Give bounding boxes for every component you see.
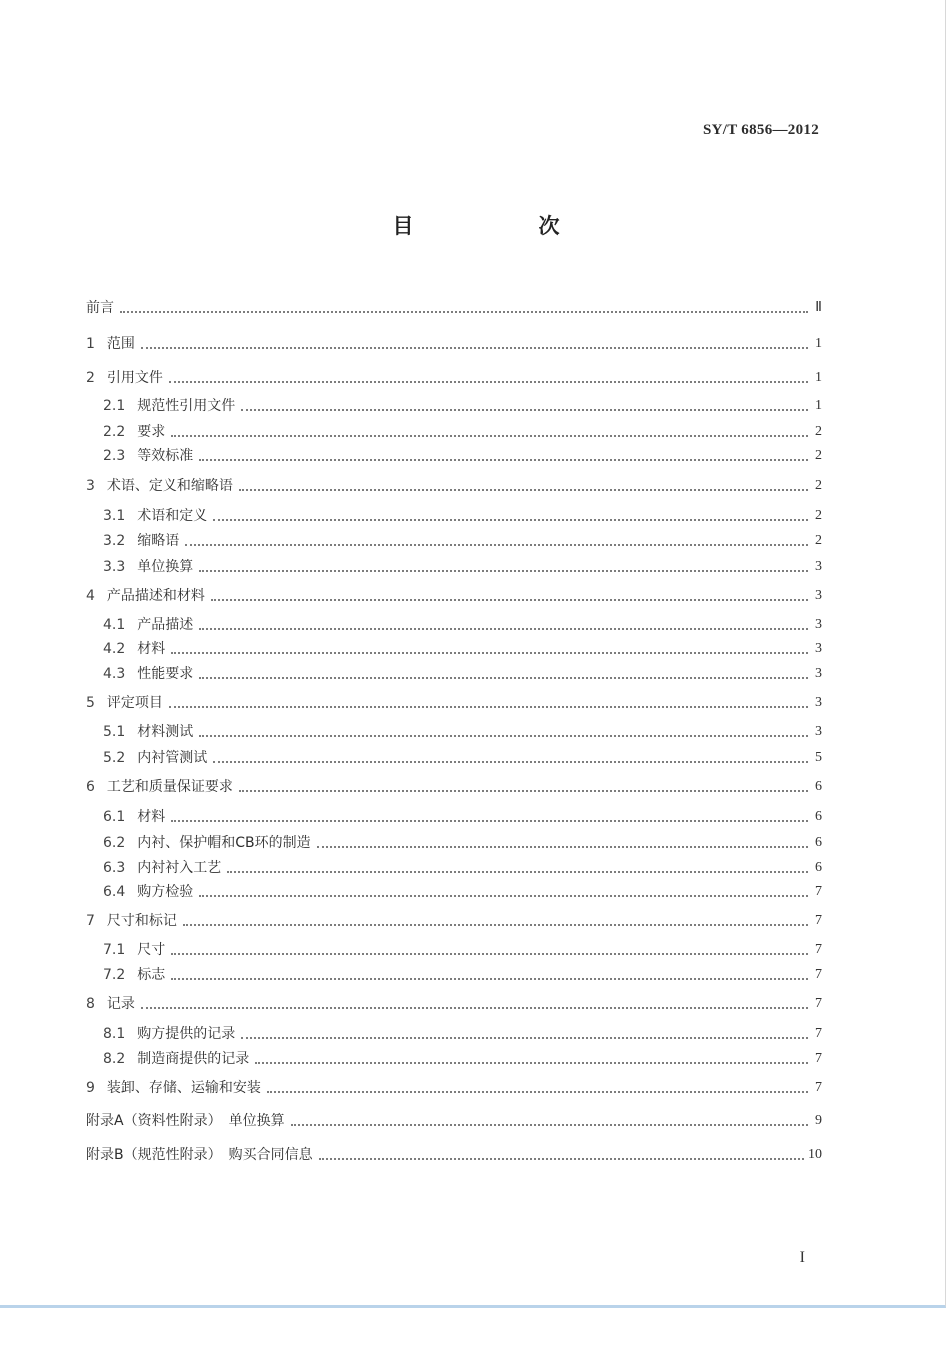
toc-entry-label: 制造商提供的记录 <box>137 1051 250 1067</box>
toc-entry-page: 3 <box>815 666 822 681</box>
toc-entry[interactable] <box>103 505 822 525</box>
toc-entry-label: 产品描述和材料 <box>106 588 205 604</box>
toc-entry-page: 6 <box>815 860 822 875</box>
toc-entry-page: 7 <box>815 884 822 899</box>
toc-entry-label: 产品描述 <box>137 617 194 633</box>
toc-entry-number: 6.1 <box>103 809 126 825</box>
toc-entry-label: 内衬管测试 <box>137 750 208 766</box>
toc-entry-page: 6 <box>815 779 822 794</box>
toc-entry-label: 内衬衬入工艺 <box>137 860 222 876</box>
toc-dot-leader <box>141 1007 808 1009</box>
toc-entry-page: 10 <box>808 1147 822 1162</box>
toc-entry-label: 材料 <box>137 641 166 657</box>
toc-entry[interactable] <box>86 475 822 495</box>
toc-dot-leader <box>199 735 808 737</box>
toc-entry-label: 尺寸 <box>137 942 166 958</box>
toc-entry-label: 尺寸和标记 <box>106 913 177 929</box>
toc-entry-number: 1 <box>86 336 95 352</box>
toc-entry[interactable] <box>103 638 822 658</box>
toc-entry[interactable] <box>103 395 822 415</box>
toc-entry-number: 6 <box>86 779 95 795</box>
toc-entry[interactable] <box>86 1144 822 1164</box>
toc-entry-number: 2.2 <box>103 424 126 440</box>
toc-dot-leader <box>291 1124 808 1126</box>
toc-entry[interactable] <box>103 663 822 683</box>
toc-entry-label: 等效标准 <box>137 448 194 464</box>
toc-entry-label: 购方检验 <box>137 884 194 900</box>
toc-entry-page: 7 <box>815 996 822 1011</box>
toc-dot-leader <box>255 1062 808 1064</box>
toc-entry-page: 3 <box>815 724 822 739</box>
toc-entry-number: 4 <box>86 588 95 604</box>
toc-entry-number: 7.2 <box>103 967 126 983</box>
toc-entry[interactable] <box>103 530 822 550</box>
toc-dot-leader <box>171 435 808 437</box>
toc-entry-label: 要求 <box>137 424 166 440</box>
toc-entry-label: 缩略语 <box>137 533 180 549</box>
toc-entry[interactable] <box>86 297 822 317</box>
toc-entry-label: 标志 <box>137 967 166 983</box>
toc-entry-number: 2.3 <box>103 448 126 464</box>
toc-dot-leader <box>199 570 808 572</box>
toc-entry-number: 5.1 <box>103 724 126 740</box>
toc-entry[interactable] <box>103 832 822 852</box>
toc-entry-number: 3.3 <box>103 559 126 575</box>
toc-entry[interactable] <box>86 333 822 353</box>
toc-entry-page: 3 <box>815 588 822 603</box>
toc-entry[interactable] <box>103 939 822 959</box>
toc-dot-leader <box>171 820 808 822</box>
toc-entry-page: 5 <box>815 750 822 765</box>
toc-entry-number: 4.2 <box>103 641 126 657</box>
toc-dot-leader <box>171 978 808 980</box>
toc-entry-page: 7 <box>815 967 822 982</box>
toc-dot-leader <box>317 846 808 848</box>
toc-entry-label: 评定项目 <box>106 695 163 711</box>
toc-entry-number: 4.3 <box>103 666 126 682</box>
toc-entry-page: 6 <box>815 835 822 850</box>
toc-entry[interactable] <box>103 1023 822 1043</box>
toc-entry-label: 内衬、保护帽和CB环的制造 <box>137 835 311 851</box>
toc-entry-number: 5.2 <box>103 750 126 766</box>
toc-entry-number: 8 <box>86 996 95 1012</box>
toc-dot-leader <box>141 347 808 349</box>
toc-entry-number: 4.1 <box>103 617 126 633</box>
toc-entry-number: 7 <box>86 913 95 929</box>
toc-entry-page: 7 <box>815 913 822 928</box>
toc-dot-leader <box>211 599 808 601</box>
toc-entry-page: 1 <box>815 370 822 385</box>
toc-dot-leader <box>199 895 808 897</box>
toc-dot-leader <box>239 489 808 491</box>
toc-dot-leader <box>199 677 808 679</box>
toc-entry-number: 8.1 <box>103 1026 126 1042</box>
toc-entry-page: 2 <box>815 533 822 548</box>
toc-dot-leader <box>171 953 808 955</box>
toc-entry-label: 附录A（资料性附录） 单位换算 <box>86 1113 285 1129</box>
toc-entry-page: 6 <box>815 809 822 824</box>
toc-dot-leader <box>241 409 808 411</box>
toc-dot-leader <box>171 652 808 654</box>
toc-entry-page: 3 <box>815 617 822 632</box>
toc-entry-number: 3.2 <box>103 533 126 549</box>
toc-entry-page: 9 <box>815 1113 822 1128</box>
toc-entry-label: 引用文件 <box>106 370 163 386</box>
toc-dot-leader <box>120 311 808 313</box>
toc-entry-page: Ⅱ <box>815 300 822 315</box>
toc-entry-page: 7 <box>815 1051 822 1066</box>
toc-entry[interactable] <box>86 585 822 605</box>
toc-dot-leader <box>267 1091 808 1093</box>
toc-dot-leader <box>227 871 808 873</box>
toc-dot-leader <box>319 1158 804 1160</box>
toc-entry-number: 6.4 <box>103 884 126 900</box>
toc-entry-label: 记录 <box>106 996 135 1012</box>
toc-entry-number: 6.2 <box>103 835 126 851</box>
toc-entry[interactable] <box>103 964 822 984</box>
toc-dot-leader <box>213 761 808 763</box>
toc-dot-leader <box>199 459 808 461</box>
toc-entry[interactable] <box>103 445 822 465</box>
toc-entry[interactable] <box>86 692 822 712</box>
toc-entry-label: 范围 <box>106 336 135 352</box>
toc-entry-label: 性能要求 <box>137 666 194 682</box>
toc-entry-label: 附录B（规范性附录） 购买合同信息 <box>86 1147 313 1163</box>
toc-entry-label: 前言 <box>86 300 114 316</box>
standard-number: SY/T 6856—2012 <box>702 122 819 138</box>
toc-entry-number: 3 <box>86 478 95 494</box>
toc-entry-number: 6.3 <box>103 860 126 876</box>
toc-dot-leader <box>239 790 808 792</box>
toc-entry-page: 7 <box>815 1080 822 1095</box>
toc-entry-page: 1 <box>815 398 822 413</box>
toc-entry-label: 规范性引用文件 <box>137 398 236 414</box>
toc-entry-number: 2.1 <box>103 398 126 414</box>
toc-entry-page: 3 <box>815 695 822 710</box>
toc-dot-leader <box>183 924 808 926</box>
toc-entry[interactable] <box>103 721 822 741</box>
toc-entry-page: 2 <box>815 508 822 523</box>
toc-entry-number: 2 <box>86 370 95 386</box>
toc-entry[interactable] <box>103 1048 822 1068</box>
toc-entry-number: 7.1 <box>103 942 126 958</box>
toc-entry-number: 5 <box>86 695 95 711</box>
toc-entry-label: 术语、定义和缩略语 <box>106 478 233 494</box>
toc-entry-page: 7 <box>815 942 822 957</box>
toc-entry[interactable] <box>103 857 822 877</box>
toc-entry[interactable] <box>86 910 822 930</box>
page-number: I <box>799 1249 805 1266</box>
toc-title: 目 次 <box>392 214 612 238</box>
toc-entry[interactable] <box>86 1110 822 1130</box>
toc-entry-label: 术语和定义 <box>137 508 208 524</box>
toc-entry[interactable] <box>103 881 822 901</box>
toc-entry-page: 2 <box>815 448 822 463</box>
toc-dot-leader <box>169 706 808 708</box>
toc-dot-leader <box>185 544 808 546</box>
toc-entry-label: 购方提供的记录 <box>137 1026 236 1042</box>
toc-entry[interactable] <box>86 776 822 796</box>
toc-entry-page: 7 <box>815 1026 822 1041</box>
toc-entry-page: 2 <box>815 478 822 493</box>
toc-entry-page: 3 <box>815 641 822 656</box>
toc-entry[interactable] <box>103 556 822 576</box>
toc-dot-leader <box>169 381 808 383</box>
toc-entry[interactable] <box>86 367 822 387</box>
toc-entry[interactable] <box>86 993 822 1013</box>
toc-dot-leader <box>241 1037 808 1039</box>
toc-entry-label: 材料测试 <box>137 724 194 740</box>
toc-entry-number: 8.2 <box>103 1051 126 1067</box>
toc-entry[interactable] <box>103 806 822 826</box>
toc-entry[interactable] <box>103 614 822 634</box>
toc-entry-page: 2 <box>815 424 822 439</box>
toc-entry-label: 工艺和质量保证要求 <box>106 779 233 795</box>
toc-entry-number: 3.1 <box>103 508 126 524</box>
toc-entry[interactable] <box>103 747 822 767</box>
toc-entry-page: 1 <box>815 336 822 351</box>
toc-dot-leader <box>213 519 808 521</box>
toc-entry-page: 3 <box>815 559 822 574</box>
toc-entry[interactable] <box>86 1077 822 1097</box>
toc-entry-label: 单位换算 <box>137 559 194 575</box>
toc-entry-label: 装卸、存储、运输和安装 <box>106 1080 261 1096</box>
toc-entry[interactable] <box>103 421 822 441</box>
toc-dot-leader <box>199 628 808 630</box>
toc-entry-number: 9 <box>86 1080 95 1096</box>
toc-entry-label: 材料 <box>137 809 166 825</box>
